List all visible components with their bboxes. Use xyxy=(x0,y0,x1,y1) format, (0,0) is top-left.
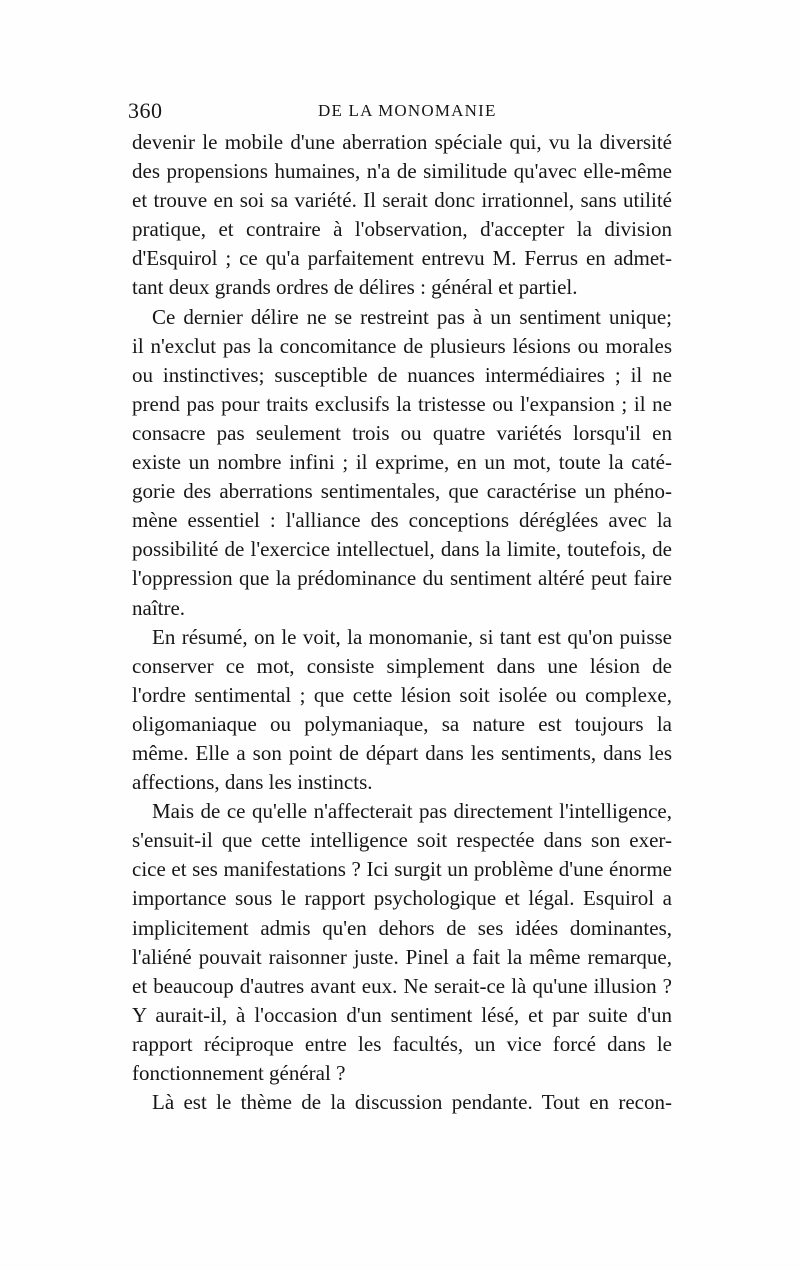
page-number: 360 xyxy=(128,98,163,123)
text-line: devenir le mobile d'une aberration spéciale qui, vu la diversité xyxy=(132,130,672,154)
text-line: rapport réciproque entre les facultés, un vice forcé dans le xyxy=(132,1031,672,1056)
text-line: pratique, et contraire à l'observation, d'accepter la division xyxy=(132,217,672,242)
text-line: l'oppression que la prédominance du sentiment altéré peut faire xyxy=(132,566,672,591)
text-line: prend pas pour traits exclusifs la tristesse ou l'expansion ; il ne xyxy=(132,391,672,416)
text-line: Y aurait-il, à l'occasion d'un sentiment lésé, et par suite d'un xyxy=(132,1002,672,1027)
text-line: naître. xyxy=(132,595,186,620)
text-line: ou instinctives; susceptible de nuances intermédiaires ; il ne xyxy=(132,362,672,387)
text-line: gorie des aberrations sentimentales, que caractérise un phéno- xyxy=(132,479,672,504)
text-line: implicitement admis qu'en dehors de ses idées dominantes, xyxy=(132,915,672,940)
running-head xyxy=(128,96,688,126)
text-line: l'aliéné pouvait raisonner juste. Pinel a fait la même remarque, xyxy=(132,944,672,969)
text-line: il n'exclut pas la concomitance de plusieurs lésions ou morales xyxy=(132,333,672,358)
text-line: possibilité de l'exercice intellectuel, dans la limite, toutefois, de xyxy=(132,537,672,562)
text-line: s'ensuit-il que cette intelligence soit respectée dans son exer- xyxy=(132,828,672,853)
text-line: affections, dans les instincts. xyxy=(132,770,373,795)
text-line: d'Esquirol ; ce qu'a parfaitement entrevu M. Ferrus en admet- xyxy=(132,246,672,271)
body-text xyxy=(132,128,672,1117)
text-line: même. Elle a son point de départ dans les sentiments, dans les xyxy=(132,740,672,765)
text-line: mène essentiel : l'alliance des conceptions déréglées avec la xyxy=(132,508,672,533)
text-line: l'ordre sentimental ; que cette lésion soit isolée ou complexe, xyxy=(132,682,672,707)
text-line: et trouve en soi sa variété. Il serait donc irrationnel, sans utilité xyxy=(132,188,672,213)
text-line: Ce dernier délire ne se restreint pas à un sentiment unique; xyxy=(152,304,672,329)
text-line: importance sous le rapport psychologique et légal. Esquirol a xyxy=(132,886,672,911)
running-title: DE LA MONOMANIE xyxy=(318,101,497,120)
text-line: fonctionnement général ? xyxy=(132,1061,346,1085)
text-line: consacre pas seulement trois ou quatre variétés lorsqu'il en xyxy=(132,420,672,445)
text-line: cice et ses manifestations ? Ici surgit un problème d'une énorme xyxy=(132,857,672,882)
text-line: existe un nombre infini ; il exprime, en un mot, toute la caté- xyxy=(132,450,672,475)
text-line: oligomaniaque ou polymaniaque, sa nature est toujours la xyxy=(132,711,672,736)
text-line: En résumé, on le voit, la monomanie, si tant est qu'on puisse xyxy=(152,624,672,649)
text-line: Là est le thème de la discussion pendante. Tout en recon- xyxy=(152,1090,672,1115)
text-line: Mais de ce qu'elle n'affecterait pas directement l'intelligence, xyxy=(152,799,672,824)
text-line: conserver ce mot, consiste simplement dans une lésion de xyxy=(132,653,672,678)
text-line: des propensions humaines, n'a de similitude qu'avec elle-même xyxy=(132,159,672,184)
text-line: tant deux grands ordres de délires : général et partiel. xyxy=(132,275,578,300)
text-line: et beaucoup d'autres avant eux. Ne serait-ce là qu'une illusion ? xyxy=(132,973,672,998)
